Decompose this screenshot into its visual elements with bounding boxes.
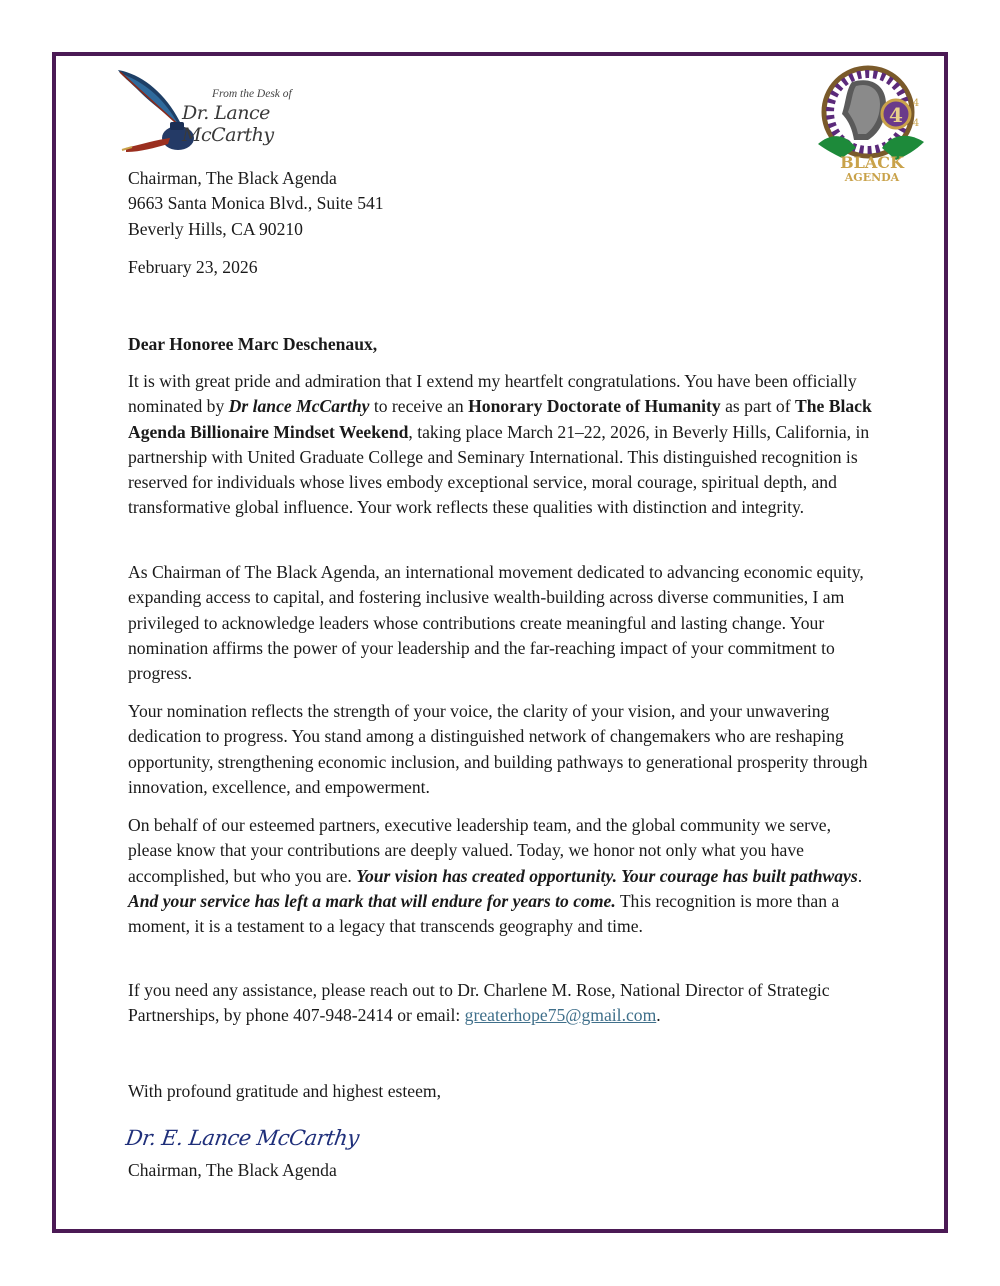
p1-text-g: , taking place March 21–22, 2026, in Beverly Hills, California, in partnership with United Graduate College and Seminary International. This distinguished recognition is reserved for individuals whose lives embody exceptional service, moral courage, spiritual depth, and transformative global influence. Your work reflects these qualities with distinction and integrity. (128, 421, 870, 518)
paragraph-3: Your nomination reflects the strength of your voice, the clarity of your vision, and your unwavering dedication to progress. You stand among a distinguished network of changemakers who are reshaping opportunity, strengthening economic inclusion, and building pathways to generational prosperity through innovation, excellence, and empowerment. (128, 701, 868, 797)
letterhead-logo-left (112, 64, 342, 160)
paragraph-5 (128, 978, 878, 1029)
letterhead-tagline: From the Desk of (212, 88, 292, 100)
p4-text-a: On behalf of our esteemed partners, executive leadership team, and the global community we serve, please know that your contributions are deeply valued. Today, we honor not only what you have accomplished, but who you are. (128, 815, 832, 886)
svg-text:BLACK: BLACK (840, 153, 904, 172)
nominator-name: Dr lance McCarthy (228, 396, 370, 417)
svg-text:4: 4 (912, 118, 920, 129)
sender-address-line1: Chairman, The Black Agenda (128, 168, 337, 188)
p5-text-a: If you need any assistance, please reach out to Dr. Charlene M. Rose, National Director of Strategic Partnerships, by phone 407-948-2414 or email: (128, 980, 830, 1026)
paragraph-1 (128, 369, 878, 521)
svg-text:4: 4 (889, 103, 903, 127)
event-name: The Black Agenda Billionaire Mindset Weekend (128, 396, 872, 442)
p1-text-e: as part of (720, 396, 795, 417)
svg-text:4: 4 (912, 98, 920, 109)
signature: Dr. E. Lance McCarthy (124, 1126, 361, 1150)
paragraph-2: As Chairman of The Black Agenda, an international movement dedicated to advancing economic equity, expanding access to capital, and fostering inclusive wealth-building across diverse communities, I am privileged to acknowledge leaders whose contributions create meaningful and lasting change. Your nomination affirms the power of your leadership and the far-reaching impact of your commitment to progress. (128, 562, 864, 684)
paragraph-4 (128, 813, 878, 939)
p5-text-c: . (656, 1005, 661, 1026)
honor-title: Honorary Doctorate of Humanity (468, 396, 721, 417)
p4-text-e: This recognition is more than a moment, it is a testament to a legacy that transcends geography and time. (128, 890, 840, 937)
sender-address (128, 166, 878, 242)
salutation: Dear Honoree Marc Deschenaux, (128, 334, 378, 354)
sender-address-line2: 9663 Santa Monica Blvd., Suite 541 (128, 193, 384, 214)
p4-emphasis-2: And your service has left a mark that will endure for years to come. (128, 890, 616, 911)
letter-date: February 23, 2026 (128, 257, 258, 277)
email-link[interactable]: greaterhope75@gmail.com (464, 1005, 657, 1026)
signer-title: Chairman, The Black Agenda (128, 1160, 337, 1180)
p4-text-c: . (857, 865, 863, 886)
closing: With profound gratitude and highest esteem, (128, 1081, 441, 1101)
p1-text-a: It is with great pride and admiration that I extend my heartfelt congratulations. You have been officially nominated by (128, 371, 857, 417)
sender-address-line3: Beverly Hills, CA 90210 (128, 218, 303, 239)
p1-text-c: to receive an (369, 396, 469, 417)
p4-emphasis-1: Your vision has created opportunity. Your courage has built pathways (356, 865, 858, 886)
letterhead-name: Dr. Lance McCarthy (182, 102, 274, 146)
svg-text:AGENDA: AGENDA (844, 171, 900, 184)
